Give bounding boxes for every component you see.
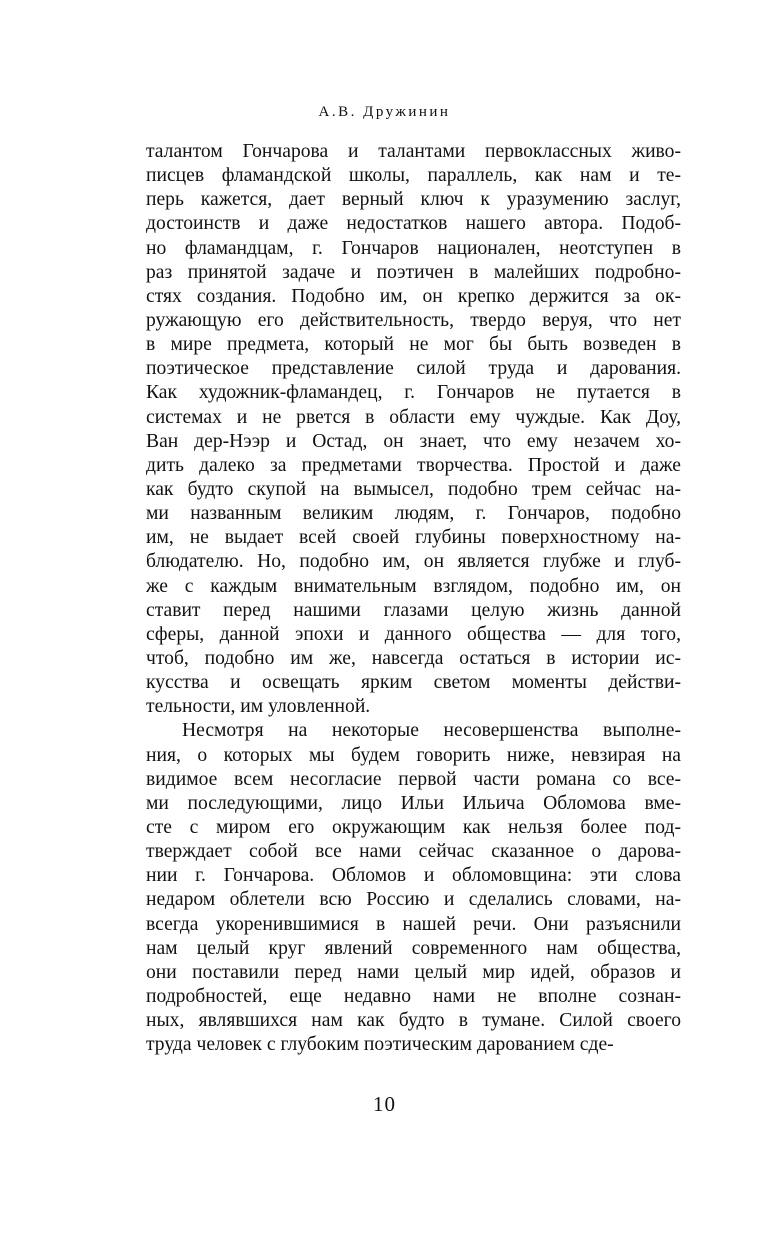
text-line: нам целый круг явлений современного нам общества, — [146, 937, 681, 959]
text-line: системах и не рвется в области ему чуждые. Как Доу, — [146, 406, 681, 428]
text-line: как будто скупой на вымысел, подобно трем сейчас на- — [146, 478, 681, 500]
text-line: им, не выдает всей своей глубины поверхностному на- — [146, 527, 681, 549]
text-line: труда человек с глубоким поэтическим дарованием сде- — [146, 1034, 614, 1056]
text-line: они поставили перед нами целый мир идей, образов и — [146, 961, 681, 983]
text-line: ния, о которых мы будем говорить ниже, невзирая на — [146, 744, 681, 766]
text-line: в мире предмета, который не мог бы быть возведен в — [146, 334, 681, 356]
text-line: поэтическое представление силой труда и дарования. — [146, 358, 681, 380]
text-line: Ван дер-Нээр и Остад, он знает, что ему незачем хо- — [146, 430, 681, 452]
text-line: Как художник-фламандец, г. Гончаров не путается в — [146, 382, 681, 404]
text-line: ми названным великим людям, г. Гончаров, подобно — [146, 503, 681, 525]
text-line: дить далеко за предметами творчества. Простой и даже — [146, 454, 681, 476]
paragraph — [146, 140, 681, 719]
running-head: А.В. Дружинин — [318, 104, 451, 120]
text-line: нии г. Гончарова. Обломов и обломовщина: эти слова — [146, 865, 681, 887]
text-line: ми последующими, лицо Ильи Ильича Обломова вме- — [146, 792, 681, 814]
text-line: подробностей, еще недавно нами не вполне сознан- — [146, 985, 681, 1007]
text-line: сте с миром его окружающим как нельзя более под- — [146, 816, 681, 838]
text-line: же с каждым внимательным взглядом, подобно им, он — [146, 575, 681, 597]
text-line: кусства и освещать ярким светом моменты действи- — [146, 672, 681, 694]
text-line: перь кажется, дает верный ключ к уразумению заслуг, — [146, 189, 681, 211]
page-number: 10 — [373, 1092, 396, 1116]
text-line: блюдателю. Но, подобно им, он является глубже и глуб- — [146, 551, 681, 573]
text-line: раз принятой задаче и поэтичен в малейших подробно- — [146, 261, 681, 283]
text-line: тверждает собой все нами сейчас сказанное о дарова- — [146, 841, 681, 863]
text-line: Несмотря на некоторые несовершенства выполне- — [182, 720, 681, 742]
text-line: чтоб, подобно им же, навсегда остаться в истории ис- — [146, 647, 681, 669]
text-line: сферы, данной эпохи и данного общества — для того, — [146, 623, 681, 645]
text-line: тельности, им уловленной. — [146, 696, 371, 718]
text-line: ружающую его действительность, твердо веруя, что нет — [146, 309, 681, 331]
text-line: ных, являвшихся нам как будто в тумане. Силой своего — [146, 1010, 681, 1032]
text-line: видимое всем несогласие первой части романа со все- — [146, 768, 681, 790]
text-line: ставит перед нашими глазами целую жизнь данной — [146, 599, 681, 621]
body-text — [146, 140, 681, 1057]
text-line: стях создания. Подобно им, он крепко держится за ок- — [146, 285, 681, 307]
text-line: талантом Гончарова и талантами первоклассных живо- — [146, 141, 681, 162]
text-line: писцев фламандской школы, параллель, как нам и те- — [146, 165, 681, 187]
text-line: достоинств и даже недостатков нашего автора. Подоб- — [146, 213, 681, 235]
text-line: недаром облетели всю Россию и сделались словами, на- — [146, 889, 681, 911]
text-line: всегда укоренившимися в нашей речи. Они разъяснили — [146, 913, 681, 935]
text-line: но фламандцам, г. Гончаров национален, неотступен в — [146, 237, 681, 259]
paragraph — [146, 719, 681, 1057]
